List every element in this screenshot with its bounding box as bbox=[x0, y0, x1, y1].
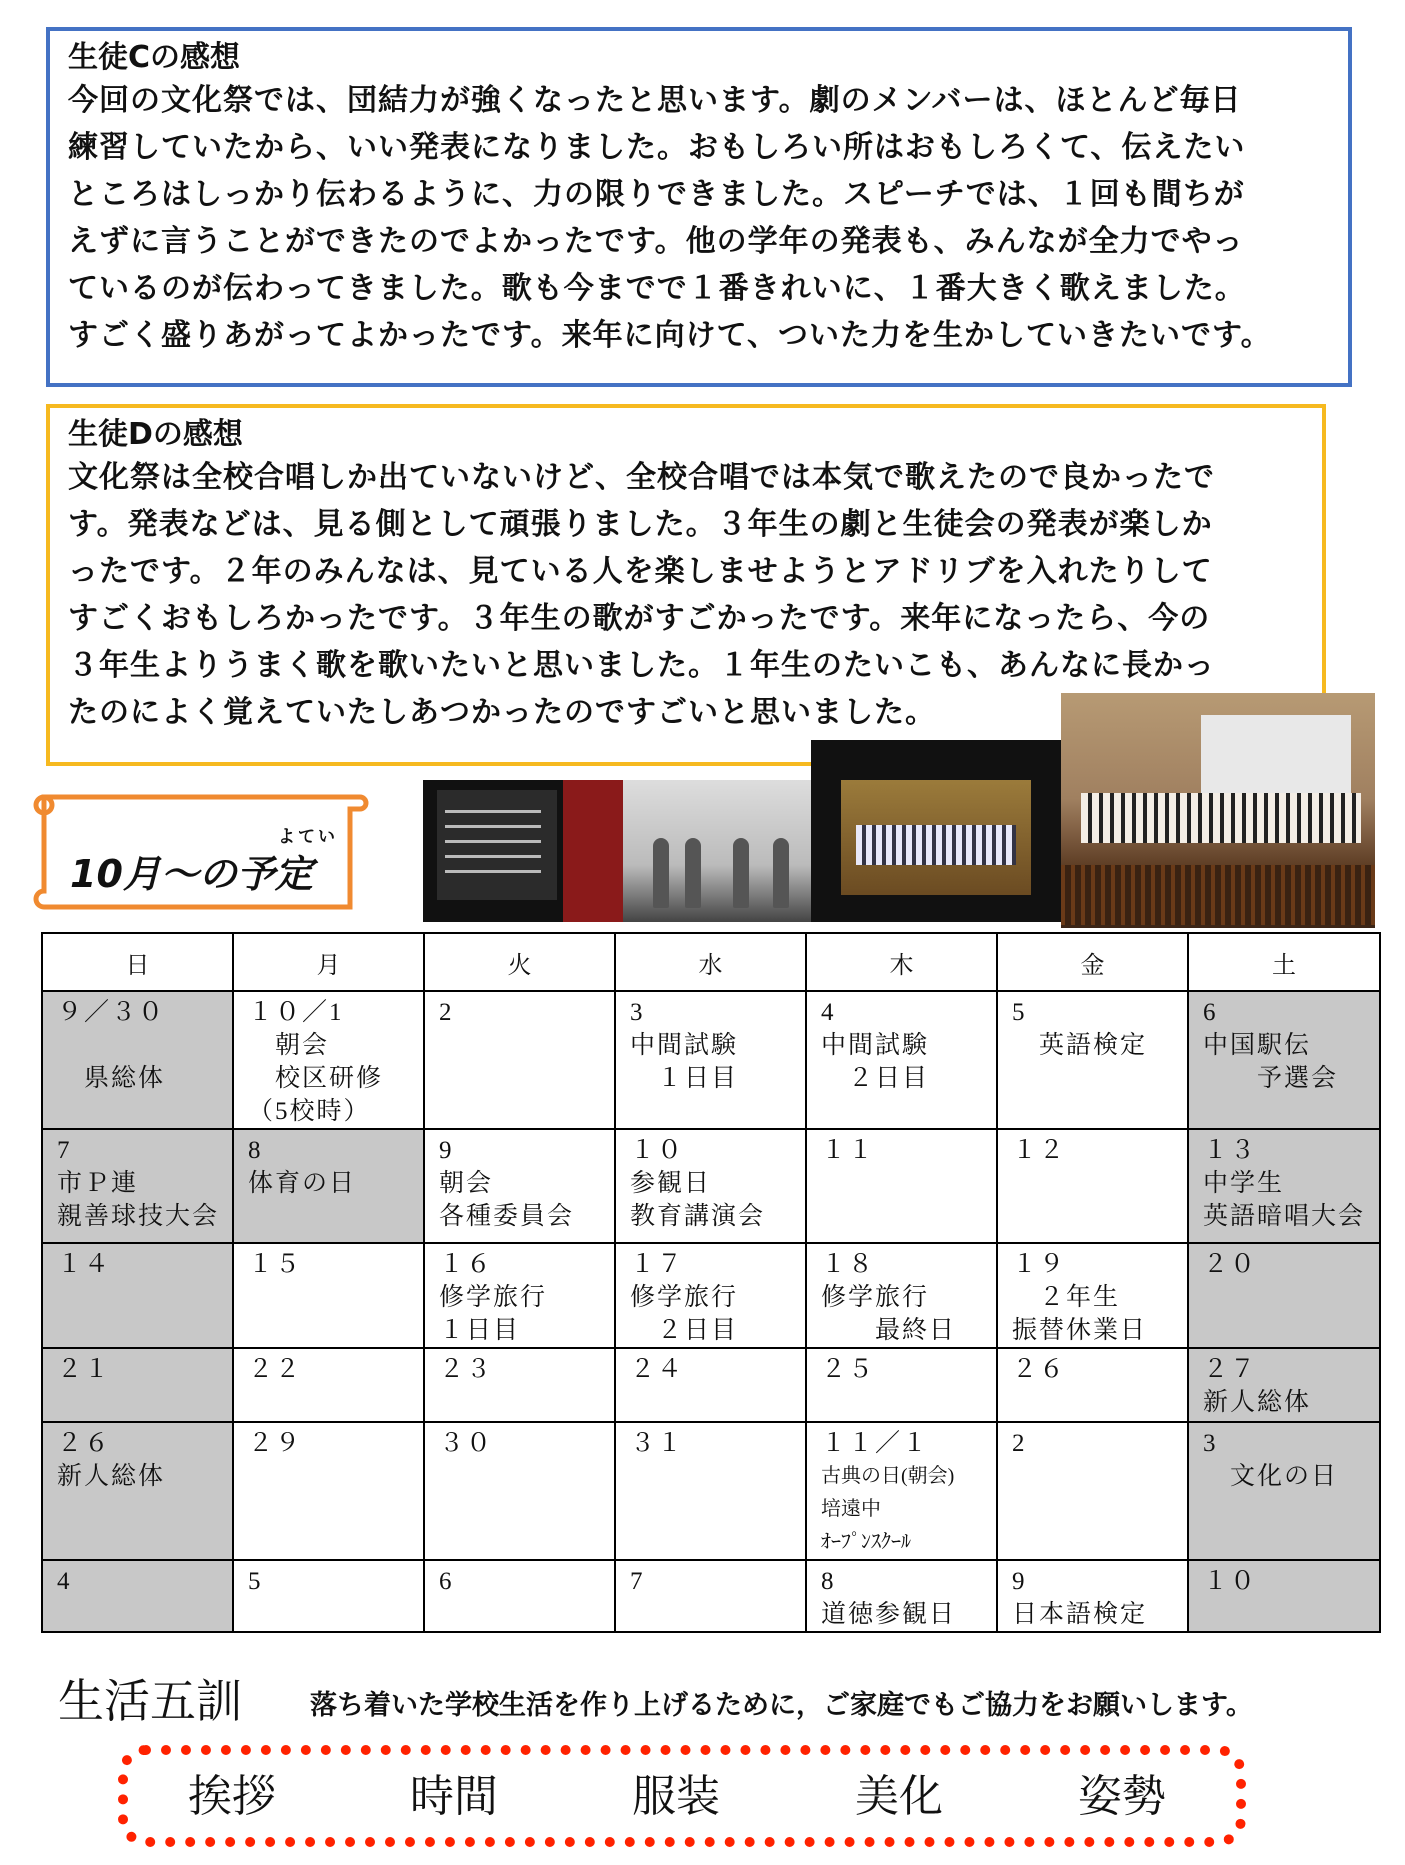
student-c-line: ところはしっかり伝わるように、力の限りできました。スピーチでは、１回も間ちが bbox=[68, 177, 1245, 212]
calendar-date: 2 bbox=[1012, 1430, 1027, 1457]
calendar-day-cell bbox=[997, 1348, 1188, 1422]
calendar-event: 市Ｐ連 bbox=[57, 1170, 139, 1197]
calendar-day-cell bbox=[997, 1129, 1188, 1243]
weekday-tue: 火 bbox=[424, 933, 615, 991]
calendar-event: 最終日 bbox=[821, 1317, 957, 1344]
calendar-date: ３０ bbox=[439, 1430, 494, 1457]
calendar-day-cell bbox=[806, 1129, 997, 1243]
student-d-line: ３年生よりうまく歌を歌いたいと思いました。１年生のたいこも、あんなに長かっ bbox=[68, 648, 1215, 683]
calendar-day-cell bbox=[1188, 1348, 1380, 1422]
calendar-date: １２ bbox=[1012, 1137, 1067, 1164]
calendar-day-cell bbox=[806, 991, 997, 1129]
calendar-date: 9 bbox=[1012, 1568, 1027, 1595]
student-c-impression-box bbox=[46, 27, 1352, 387]
calendar-date: ３１ bbox=[630, 1430, 685, 1457]
calendar-week-row bbox=[42, 1560, 1380, 1632]
student-c-line: すごく盛りあがってよかったです。来年に向けて、ついた力を生かしていきたいです。 bbox=[68, 318, 1272, 353]
calendar-event: 日本語検定 bbox=[1012, 1601, 1148, 1628]
calendar-date: ２３ bbox=[439, 1356, 494, 1383]
calendar-date: 8 bbox=[821, 1568, 836, 1595]
calendar-day-cell bbox=[997, 991, 1188, 1129]
photo-drama-stage bbox=[623, 780, 811, 922]
student-c-line: 練習していたから、いい発表になりました。おもしろい所はおもしろくて、伝えたい bbox=[68, 130, 1246, 165]
calendar-date: ２０ bbox=[1203, 1251, 1258, 1278]
weekday-sun: 日 bbox=[42, 933, 233, 991]
calendar-day-cell bbox=[806, 1560, 997, 1632]
calendar-week-row bbox=[42, 1422, 1380, 1560]
student-c-title: 生徒Cの感想 bbox=[68, 40, 241, 75]
calendar-date: １９ bbox=[1012, 1251, 1067, 1278]
calendar-week-row bbox=[42, 1129, 1380, 1243]
calendar-day-cell bbox=[1188, 1422, 1380, 1560]
calendar-date: 9 bbox=[439, 1137, 454, 1164]
calendar-date: ９／３０ bbox=[57, 999, 166, 1026]
calendar-date: １７ bbox=[630, 1251, 685, 1278]
schedule-heading: 10月～の予定 bbox=[70, 852, 313, 896]
calendar-day-cell bbox=[42, 1243, 233, 1348]
calendar-event: 参観日 bbox=[630, 1170, 712, 1197]
calendar-event: ｵｰﾌﾟﾝｽｸｰﾙ bbox=[821, 1531, 911, 1553]
calendar-day-cell bbox=[424, 991, 615, 1129]
calendar-date: ２７ bbox=[1203, 1356, 1258, 1383]
calendar-day-cell bbox=[615, 1560, 806, 1632]
calendar-date: 6 bbox=[1203, 999, 1218, 1026]
student-d-line: 文化祭は全校合唱しか出ていないけど、全校合唱では本気で歌えたので良かったで bbox=[68, 460, 1215, 495]
calendar-day-cell bbox=[233, 1422, 424, 1560]
student-d-line: すごくおもしろかったです。３年生の歌がすごかったです。来年になったら、今の bbox=[68, 601, 1211, 636]
calendar-day-cell bbox=[1188, 1129, 1380, 1243]
calendar-event: 振替休業日 bbox=[1012, 1317, 1148, 1344]
schedule-heading-scroll bbox=[30, 785, 372, 920]
calendar-event: 中学生 bbox=[1203, 1170, 1285, 1197]
calendar-event: 英語暗唱大会 bbox=[1203, 1203, 1366, 1230]
student-c-line: えずに言うことができたのでよかったです。他の学年の発表も、みんなが全力でやっ bbox=[68, 224, 1244, 259]
calendar-day-cell bbox=[806, 1422, 997, 1560]
calendar-event: 朝会 bbox=[248, 1032, 330, 1059]
student-d-line: す。発表などは、見る側として頑張りました。３年生の劇と生徒会の発表が楽しか bbox=[68, 507, 1213, 542]
calendar-day-cell bbox=[42, 1422, 233, 1560]
calendar-event: （5校時） bbox=[248, 1098, 371, 1125]
virtue-cleanliness: 美化 bbox=[855, 1772, 943, 1821]
virtue-greeting: 挨拶 bbox=[188, 1772, 276, 1821]
student-d-line: ったです。２年のみんなは、見ている人を楽しませようとアドリブを入れたりして bbox=[68, 554, 1213, 589]
calendar-date: ２５ bbox=[821, 1356, 876, 1383]
calendar-event: 新人総体 bbox=[1203, 1389, 1312, 1416]
calendar-day-cell bbox=[424, 1129, 615, 1243]
student-d-title: 生徒Dの感想 bbox=[68, 417, 243, 452]
calendar-date: １１ bbox=[821, 1137, 876, 1164]
calendar-date: 3 bbox=[630, 999, 645, 1026]
calendar-event: ２日目 bbox=[630, 1317, 739, 1344]
calendar-date: 8 bbox=[248, 1137, 263, 1164]
calendar-day-cell bbox=[424, 1348, 615, 1422]
calendar-day-cell bbox=[615, 1129, 806, 1243]
calendar-event bbox=[57, 1029, 218, 1062]
calendar-event: 新人総体 bbox=[57, 1463, 166, 1490]
calendar-date: 4 bbox=[821, 999, 836, 1026]
calendar-event: 県総体 bbox=[57, 1065, 166, 1092]
schedule-ruby: よてい bbox=[278, 827, 338, 847]
calendar-event: 修学旅行 bbox=[821, 1284, 930, 1311]
calendar-day-cell bbox=[615, 1348, 806, 1422]
calendar-date: ２２ bbox=[248, 1356, 303, 1383]
calendar-day-cell bbox=[615, 1422, 806, 1560]
calendar-day-cell bbox=[1188, 1243, 1380, 1348]
weekday-wed: 水 bbox=[615, 933, 806, 991]
calendar-day-cell bbox=[42, 1348, 233, 1422]
calendar-event: １日目 bbox=[630, 1065, 739, 1092]
calendar-date: 4 bbox=[57, 1568, 72, 1595]
calendar-day-cell bbox=[42, 991, 233, 1129]
calendar-date: １０ bbox=[1203, 1568, 1258, 1595]
calendar-event: 修学旅行 bbox=[439, 1284, 548, 1311]
calendar-event: ２日目 bbox=[821, 1065, 930, 1092]
calendar-day-cell bbox=[424, 1560, 615, 1632]
calendar-day-cell bbox=[233, 1560, 424, 1632]
calendar-date: 3 bbox=[1203, 1430, 1218, 1457]
weekday-thu: 木 bbox=[806, 933, 997, 991]
calendar-day-cell bbox=[1188, 1560, 1380, 1632]
calendar-day-cell bbox=[233, 1129, 424, 1243]
gokun-title: 生活五訓 bbox=[58, 1676, 242, 1727]
gokun-message: 落ち着いた学校生活を作り上げるために，ご家庭でもご協力をお願いします。 bbox=[310, 1690, 1253, 1721]
calendar-event: 親善球技大会 bbox=[57, 1203, 220, 1230]
photo-choir-stage bbox=[1061, 693, 1375, 928]
calendar-date: 2 bbox=[439, 999, 454, 1026]
calendar-date: ２６ bbox=[1012, 1356, 1067, 1383]
calendar-day-cell bbox=[997, 1243, 1188, 1348]
calendar-event: ２年生 bbox=[1012, 1284, 1121, 1311]
calendar-header-row bbox=[42, 933, 1380, 991]
calendar-event: 朝会 bbox=[439, 1170, 494, 1197]
calendar-event: 古典の日(朝会) bbox=[821, 1465, 955, 1487]
calendar-date: ２６ bbox=[57, 1430, 112, 1457]
calendar-day-cell bbox=[997, 1422, 1188, 1560]
calendar-event: 文化の日 bbox=[1203, 1463, 1339, 1490]
calendar-day-cell bbox=[806, 1243, 997, 1348]
weekday-fri: 金 bbox=[997, 933, 1188, 991]
photo-speech-screen bbox=[423, 780, 623, 922]
calendar-day-cell bbox=[615, 1243, 806, 1348]
calendar-date: 5 bbox=[248, 1568, 263, 1595]
calendar-date: 6 bbox=[439, 1568, 454, 1595]
calendar-event: 校区研修 bbox=[248, 1065, 384, 1092]
calendar-event: １日目 bbox=[439, 1317, 521, 1344]
calendar-date: ２９ bbox=[248, 1430, 303, 1457]
calendar-date: １６ bbox=[439, 1251, 494, 1278]
student-d-line: たのによく覚えていたしあつかったのですごいと思いました。 bbox=[68, 695, 936, 730]
calendar-date: 5 bbox=[1012, 999, 1027, 1026]
calendar-event: 中国駅伝 bbox=[1203, 1032, 1312, 1059]
weekday-sat: 土 bbox=[1188, 933, 1380, 991]
calendar-day-cell bbox=[1188, 991, 1380, 1129]
calendar-date: １５ bbox=[248, 1251, 303, 1278]
calendar-event: 中間試験 bbox=[630, 1032, 739, 1059]
calendar-date: ２１ bbox=[57, 1356, 112, 1383]
calendar-day-cell bbox=[424, 1243, 615, 1348]
calendar-date: １４ bbox=[57, 1251, 112, 1278]
calendar-event: 教育講演会 bbox=[630, 1203, 766, 1230]
calendar-day-cell bbox=[233, 1348, 424, 1422]
student-c-line: ているのが伝わってきました。歌も今までで１番きれいに、１番大きく歌えました。 bbox=[68, 271, 1246, 306]
calendar-event: 予選会 bbox=[1203, 1065, 1339, 1092]
calendar-week-row bbox=[42, 1243, 1380, 1348]
calendar-day-cell bbox=[42, 1129, 233, 1243]
calendar-date: 7 bbox=[57, 1137, 72, 1164]
calendar-week-row bbox=[42, 991, 1380, 1129]
virtue-attire: 服装 bbox=[632, 1772, 720, 1821]
calendar-event: 修学旅行 bbox=[630, 1284, 739, 1311]
calendar-day-cell bbox=[997, 1560, 1188, 1632]
virtue-posture: 姿勢 bbox=[1078, 1772, 1166, 1821]
calendar-date: １１／１ bbox=[821, 1430, 930, 1457]
calendar-day-cell bbox=[424, 1422, 615, 1560]
calendar-date: １３ bbox=[1203, 1137, 1258, 1164]
calendar-day-cell bbox=[42, 1560, 233, 1632]
calendar-event: 中間試験 bbox=[821, 1032, 930, 1059]
student-c-line: 今回の文化祭では、団結力が強くなったと思います。劇のメンバーは、ほとんど毎日 bbox=[68, 83, 1242, 118]
calendar-week-row bbox=[42, 1348, 1380, 1422]
calendar-date: 7 bbox=[630, 1568, 645, 1595]
calendar-date: １０ bbox=[630, 1137, 685, 1164]
calendar-event: 培遠中 bbox=[821, 1498, 881, 1520]
calendar-event: 体育の日 bbox=[248, 1170, 357, 1197]
calendar-day-cell bbox=[615, 991, 806, 1129]
calendar-date: ２４ bbox=[630, 1356, 685, 1383]
calendar-event: 英語検定 bbox=[1012, 1032, 1148, 1059]
calendar-date: １０／1 bbox=[248, 999, 344, 1026]
calendar-event: 各種委員会 bbox=[439, 1203, 575, 1230]
weekday-mon: 月 bbox=[233, 933, 424, 991]
virtue-time: 時間 bbox=[410, 1772, 498, 1821]
calendar-table bbox=[41, 932, 1381, 1633]
calendar-date: １８ bbox=[821, 1251, 876, 1278]
calendar-day-cell bbox=[806, 1348, 997, 1422]
calendar-day-cell bbox=[233, 991, 424, 1129]
calendar-day-cell bbox=[233, 1243, 424, 1348]
photo-gymnasium-screen bbox=[811, 740, 1061, 922]
calendar-event: 道徳参観日 bbox=[821, 1601, 957, 1628]
